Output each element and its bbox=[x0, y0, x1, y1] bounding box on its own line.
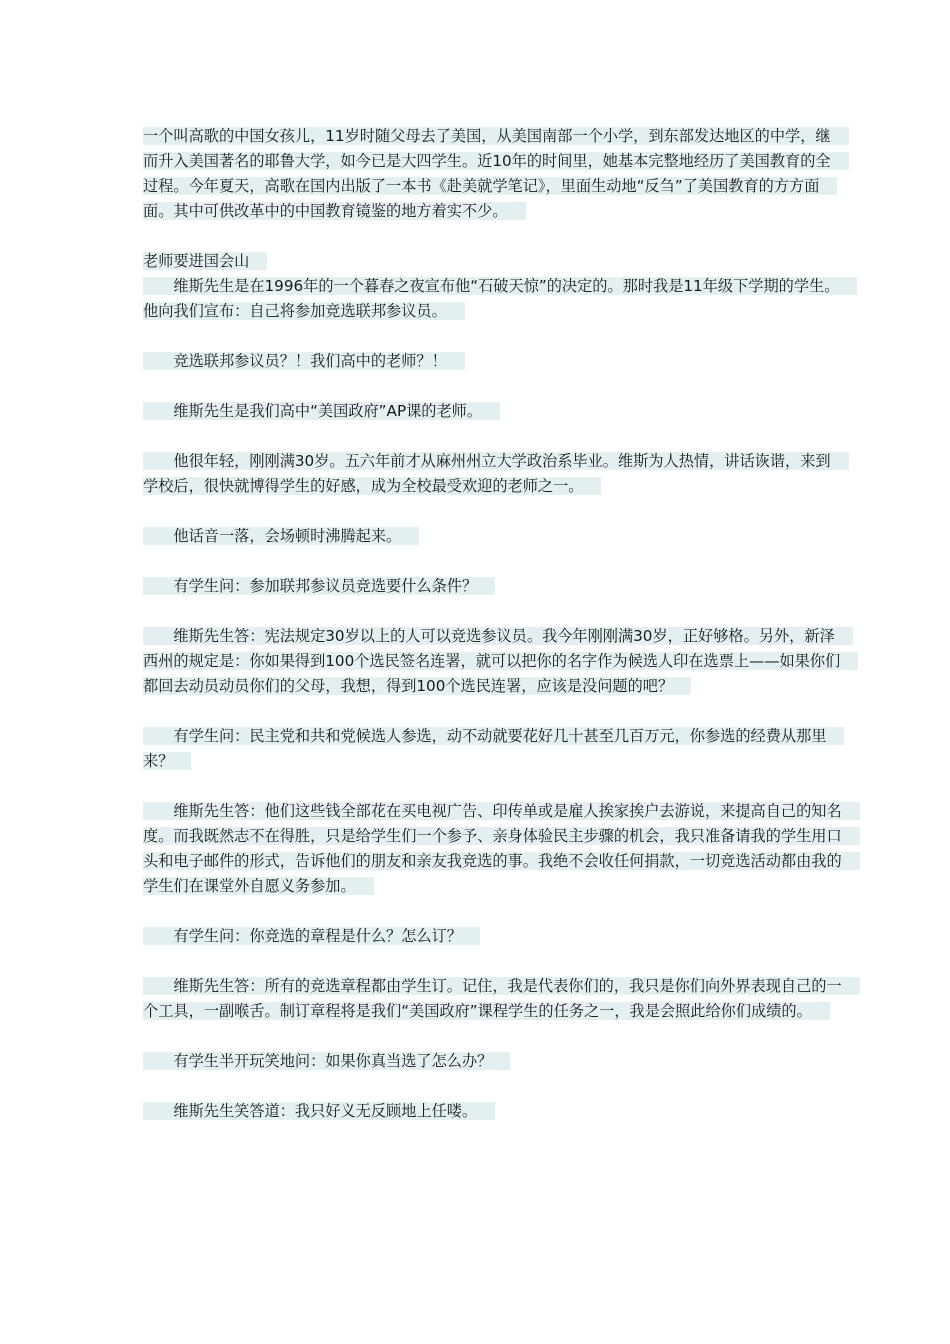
body-paragraph bbox=[143, 924, 843, 949]
paragraph-text: 维斯先生答：宪法规定30岁以上的人可以竞选参议员。我今年刚刚满30岁，正好够格。另外，新泽西州的规定是：你如果得到100个选民签名连署，就可以把你的名字作为候选人印在选票上——如果你们都回去动员动员你们的父母，我想，得到100个选民连署，应该是没问题的吧？ bbox=[143, 627, 858, 695]
body-paragraph bbox=[143, 274, 843, 324]
paragraph-text: 有学生问：民主党和共和党候选人参选，动不动就要花好几十甚至几百万元，你参选的经费从那里来？ bbox=[143, 727, 844, 770]
paragraph-gap bbox=[143, 374, 843, 399]
body-paragraph bbox=[143, 399, 843, 424]
paragraph-text: 他很年轻，刚刚满30岁。五六年前才从麻州州立大学政治系毕业。维斯为人热情，讲话诙谐，来到学校后，很快就博得学生的好感，成为全校最受欢迎的老师之一。 bbox=[143, 452, 849, 495]
paragraph-text: 维斯先生答：他们这些钱全部花在买电视广告、印传单或是雇人挨家挨户去游说，来提高自己的知名度。而我既然志不在得胜，只是给学生们一个参予、亲身体验民主步骤的机会，我只准备请我的学生用口头和电子邮件的形式，告诉他们的朋友和亲友我竞选的事。我绝不会收任何捐款，一切竞选活动都由我的学生们在课堂外自愿义务参加。 bbox=[143, 802, 860, 895]
body-paragraph bbox=[143, 349, 843, 374]
paragraph-text: 有学生问：你竞选的章程是什么？怎么订？ bbox=[143, 927, 480, 945]
body-paragraph bbox=[143, 449, 843, 499]
body-paragraph bbox=[143, 574, 843, 599]
paragraph-gap bbox=[143, 499, 843, 524]
intro-paragraph bbox=[143, 124, 843, 224]
body-paragraph bbox=[143, 624, 843, 699]
paragraph-gap bbox=[143, 324, 843, 349]
paragraph-gap bbox=[143, 599, 843, 624]
section-heading-text: 老师要进国会山 bbox=[143, 252, 267, 270]
paragraph-text: 维斯先生是我们高中“美国政府”AP课的老师。 bbox=[143, 402, 500, 420]
paragraph-gap bbox=[143, 424, 843, 449]
paragraph-text: 竞选联邦参议员？！我们高中的老师？！ bbox=[143, 352, 465, 370]
paragraph-text: 维斯先生笑答道：我只好义无反顾地上任喽。 bbox=[143, 1102, 495, 1120]
body-paragraph bbox=[143, 724, 843, 774]
paragraph-gap bbox=[143, 1074, 843, 1099]
paragraph-text: 有学生半开玩笑地问：如果你真当选了怎么办？ bbox=[143, 1052, 510, 1070]
paragraph-gap bbox=[143, 699, 843, 724]
body-paragraph bbox=[143, 974, 843, 1024]
paragraph-gap bbox=[143, 899, 843, 924]
paragraph-text: 有学生问：参加联邦参议员竞选要什么条件？ bbox=[143, 577, 495, 595]
body-paragraph bbox=[143, 1099, 843, 1124]
paragraph-gap bbox=[143, 224, 843, 249]
body-paragraph bbox=[143, 524, 843, 549]
paragraph-text: 维斯先生答：所有的竞选章程都由学生订。记住，我是代表你们的，我只是你们向外界表现自己的一个工具，一副喉舌。制订章程将是我们“美国政府”课程学生的任务之一，我是会照此给你们成绩的。 bbox=[143, 977, 860, 1020]
paragraph-gap bbox=[143, 774, 843, 799]
paragraph-gap bbox=[143, 949, 843, 974]
body-paragraph bbox=[143, 799, 843, 899]
paragraph-text: 他话音一落，会场顿时沸腾起来。 bbox=[143, 527, 419, 545]
paragraph-gap bbox=[143, 1024, 843, 1049]
body-paragraph bbox=[143, 1049, 843, 1074]
section-heading bbox=[143, 249, 843, 274]
paragraph-text: 一个叫高歌的中国女孩儿，11岁时随父母去了美国，从美国南部一个小学，到东部发达地区的中学，继而升入美国著名的耶鲁大学，如今已是大四学生。近10年的时间里，她基本完整地经历了美国教育的全过程。今年夏天，高歌在国内出版了一本书《赴美就学笔记》，里面生动地“反刍”了美国教育的方方面面。其中可供改革中的中国教育镜鉴的地方着实不少。 bbox=[143, 127, 849, 220]
paragraph-gap bbox=[143, 549, 843, 574]
paragraph-text: 维斯先生是在1996年的一个暮春之夜宣布他“石破天惊”的决定的。那时我是11年级下学期的学生。他向我们宣布：自己将参加竞选联邦参议员。 bbox=[143, 277, 857, 320]
document-body bbox=[143, 124, 843, 1124]
